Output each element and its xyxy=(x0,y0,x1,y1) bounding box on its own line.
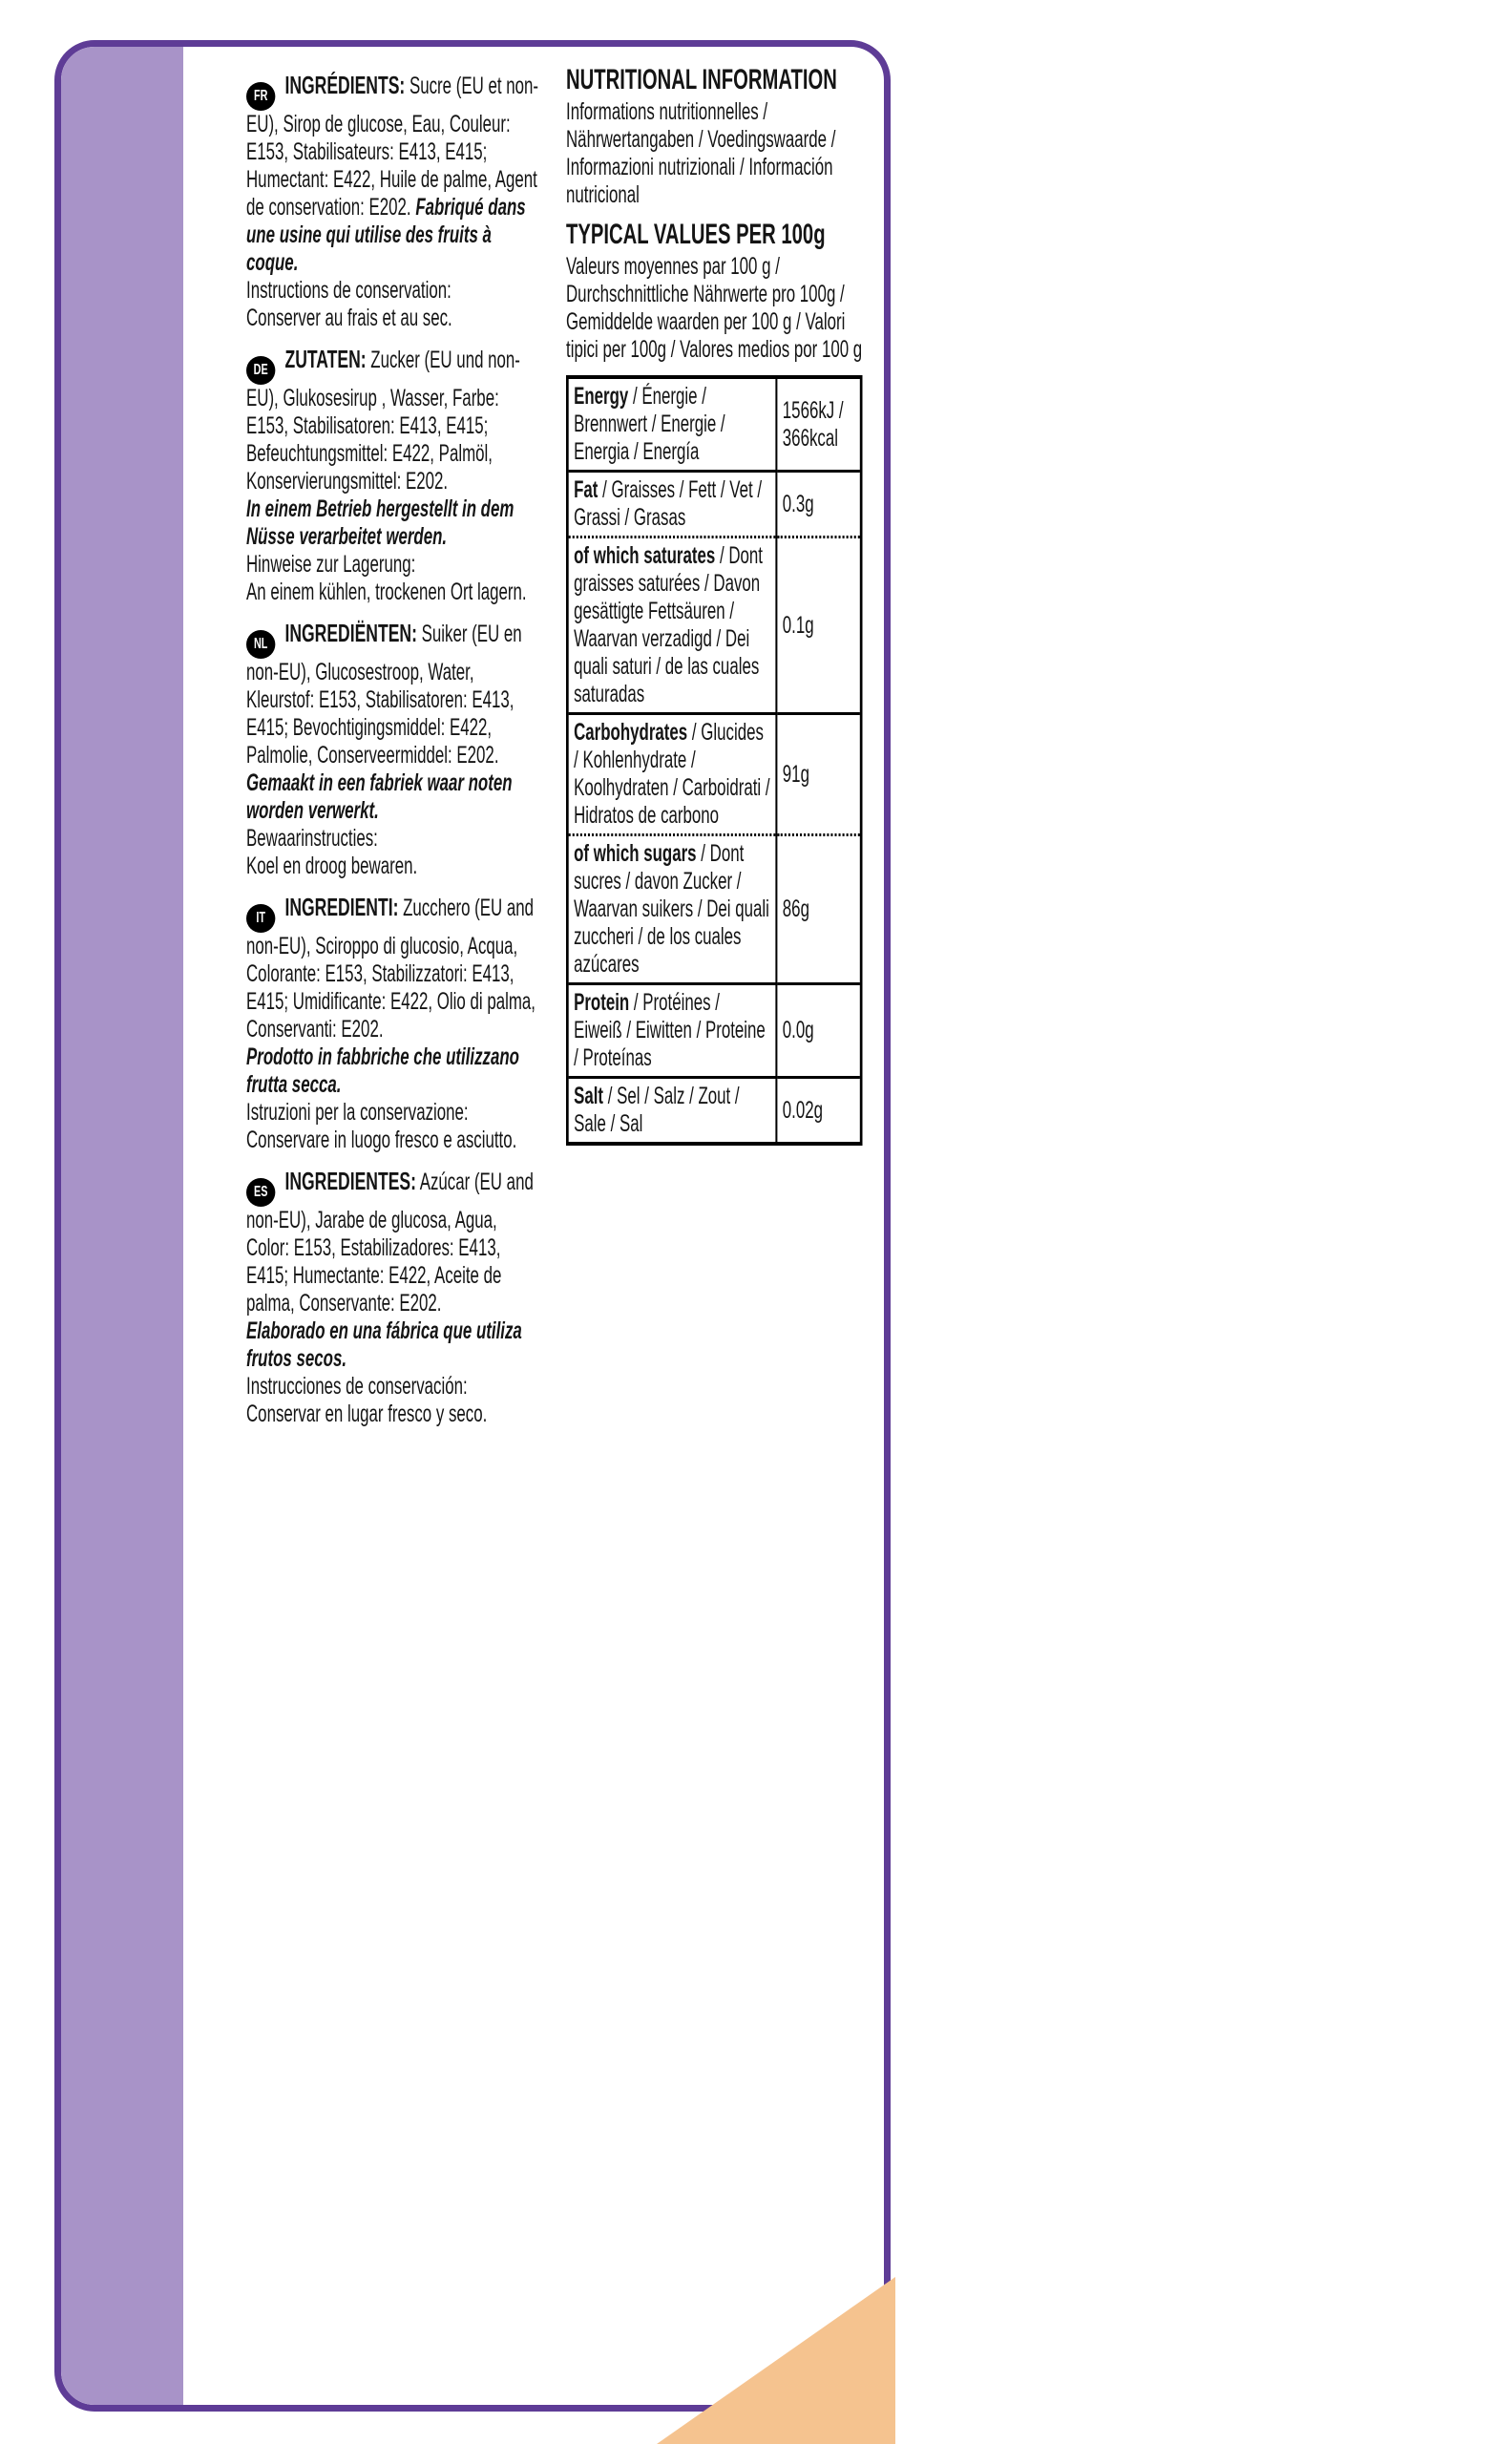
nutrient-value: 1566kJ / 366kcal xyxy=(776,377,861,472)
lang-badge-fr: FR xyxy=(246,82,275,111)
ingredients-paragraph xyxy=(246,1168,544,1373)
ingredients-heading: INGREDIENTES: xyxy=(284,1167,416,1195)
nutrition-info-subtitle: Informations nutritionnelles / Nährwertangaben / Voedingswaarde / Informazioni nutrizionali / Información nutricional xyxy=(566,98,836,208)
storage-heading: Instructions de conservation: xyxy=(246,277,452,304)
ingredients-paragraph xyxy=(246,894,544,1099)
nutrient-label: of which saturates / Dont graisses saturées / Davon gesättigte Fettsäuren / Waarvan verzadigd / Dei quali saturi / de las cuales saturadas xyxy=(567,537,776,714)
storage-heading: Istruzioni per la conservazione: xyxy=(246,1099,469,1126)
nutrient-value: 86g xyxy=(776,835,861,984)
storage-heading: Hinweise zur Lagerung: xyxy=(246,551,416,578)
storage-heading: Instrucciones de conservación: xyxy=(246,1373,468,1400)
purple-stripe xyxy=(61,47,183,2405)
nutrient-label: Protein / Protéines / Eiweiß / Eiwitten / Proteine / Proteínas xyxy=(567,984,776,1078)
storage-instructions: Conservar en lugar fresco y seco. xyxy=(246,1401,488,1427)
nutrient-label: Carbohydrates / Glucides / Kohlenhydrate / Koolhydraten / Carboidrati / Hidratos de carbono xyxy=(567,714,776,835)
ingredients-body: Sucre (EU et non-EU), Sirop de glucose, Eau, Couleur: E153, Stabilisateurs: E413, E415; Humectant: E422, Huile de palme, Agent de conservation: E202. xyxy=(246,73,539,221)
storage-instructions: Conserver au frais et au sec. xyxy=(246,305,452,331)
allergen-statement: Prodotto in fabbriche che utilizzano frutta secca. xyxy=(246,1043,519,1098)
typical-values-subtitle: Valeurs moyennes par 100 g / Durchschnittliche Nährwerte pro 100g / Gemiddelde waarden per 100 g / Valori tipici per 100g / Valores medios por 100 g xyxy=(566,253,863,363)
nutrient-value: 0.3g xyxy=(776,472,861,537)
ingredients-section-de xyxy=(246,346,544,606)
nutrient-value: 0.02g xyxy=(776,1078,861,1145)
nutrient-label: Fat / Graisses / Fett / Vet / Grassi / Grasas xyxy=(567,472,776,537)
nutrition-table xyxy=(566,375,863,1146)
typical-values-title: TYPICAL VALUES PER 100g xyxy=(566,219,826,250)
lang-badge-it: IT xyxy=(246,904,275,933)
lang-badge-es: ES xyxy=(246,1178,275,1207)
ingredients-body: Zucker (EU und non-EU), Glukosesirup , Wasser, Farbe: E153, Stabilisatoren: E413, E415; Befeuchtungsmittel: E422, Palmöl, Konservierungsmittel: E202. xyxy=(246,347,520,495)
ingredients-column xyxy=(246,72,544,1442)
nutrition-row-protein xyxy=(567,984,861,1078)
storage-instructions: Koel en droog bewaren. xyxy=(246,853,418,879)
ingredients-body: Zucchero (EU and non-EU), Sciroppo di glucosio, Acqua, Colorante: E153, Stabilizzatori: E413, E415; Umidificante: E422, Olio di palma, Conservanti: E202. xyxy=(246,895,536,1043)
nutrition-row-saturates xyxy=(567,537,861,714)
nutrition-row-sugars xyxy=(567,835,861,984)
lang-badge-de: DE xyxy=(246,356,275,385)
storage-instructions: Conservare in luogo fresco e asciutto. xyxy=(246,1127,517,1153)
storage-instructions: An einem kühlen, trockenen Ort lagern. xyxy=(246,579,527,605)
ingredients-heading: INGREDIENTI: xyxy=(284,893,399,921)
ingredients-paragraph xyxy=(246,346,544,551)
ingredients-section-es xyxy=(246,1168,544,1428)
ingredients-body: Suiker (EU en non-EU), Glucosestroop, Water, Kleurstof: E153, Stabilisatoren: E413, E415; Bevochtigingsmiddel: E422, Palmolie, Conserveermiddel: E202. xyxy=(246,621,522,769)
nutrient-value: 91g xyxy=(776,714,861,835)
ingredients-heading: INGRÉDIENTS: xyxy=(284,71,406,99)
nutrient-label: Salt / Sel / Salz / Zout / Sale / Sal xyxy=(574,1083,740,1137)
storage-heading: Bewaarinstructies: xyxy=(246,825,378,852)
nutrition-row-carbohydrates xyxy=(567,714,861,835)
allergen-statement: In einem Betrieb hergestellt in dem Nüsse verarbeitet werden. xyxy=(246,495,514,550)
ingredients-section-fr xyxy=(246,72,544,332)
ingredients-heading: INGREDIËNTEN: xyxy=(284,619,417,647)
nutrition-row-energy xyxy=(567,377,861,472)
label-border-frame xyxy=(54,40,891,2412)
nutrition-column xyxy=(566,66,863,1146)
allergen-statement: Gemaakt in een fabriek waar noten worden verwerkt. xyxy=(246,769,513,824)
nutrition-row-fat xyxy=(567,472,861,537)
lang-badge-nl: NL xyxy=(246,630,275,659)
ingredients-heading: ZUTATEN: xyxy=(284,345,367,373)
allergen-statement: Elaborado en una fábrica que utiliza frutos secos. xyxy=(246,1317,522,1372)
nutrition-info-title: NUTRITIONAL INFORMATION xyxy=(566,64,837,95)
nutrient-value: 0.1g xyxy=(776,537,861,714)
ingredients-body: Azúcar (EU and non-EU), Jarabe de glucosa, Agua, Color: E153, Estabilizadores: E413, E415; Humectante: E422, Aceite de palma, Conservante: E202. xyxy=(246,1169,534,1317)
nutrient-label: Energy / Énergie / Brennwert / Energie / Energia / Energía xyxy=(567,377,776,472)
nutrient-label: of which sugars / Dont sucres / davon Zucker / Waarvan suikers / Dei quali zuccheri / de los cuales azúcares xyxy=(567,835,776,984)
nutrition-row-salt xyxy=(567,1078,861,1145)
allergen-statement: Fabriqué dans une usine qui utilise des fruits à coque. xyxy=(246,194,526,276)
ingredients-paragraph xyxy=(246,620,544,825)
ingredients-paragraph xyxy=(246,72,544,277)
nutrient-value: 0.0g xyxy=(776,984,861,1078)
ingredients-section-nl xyxy=(246,620,544,880)
ingredients-section-it xyxy=(246,894,544,1154)
